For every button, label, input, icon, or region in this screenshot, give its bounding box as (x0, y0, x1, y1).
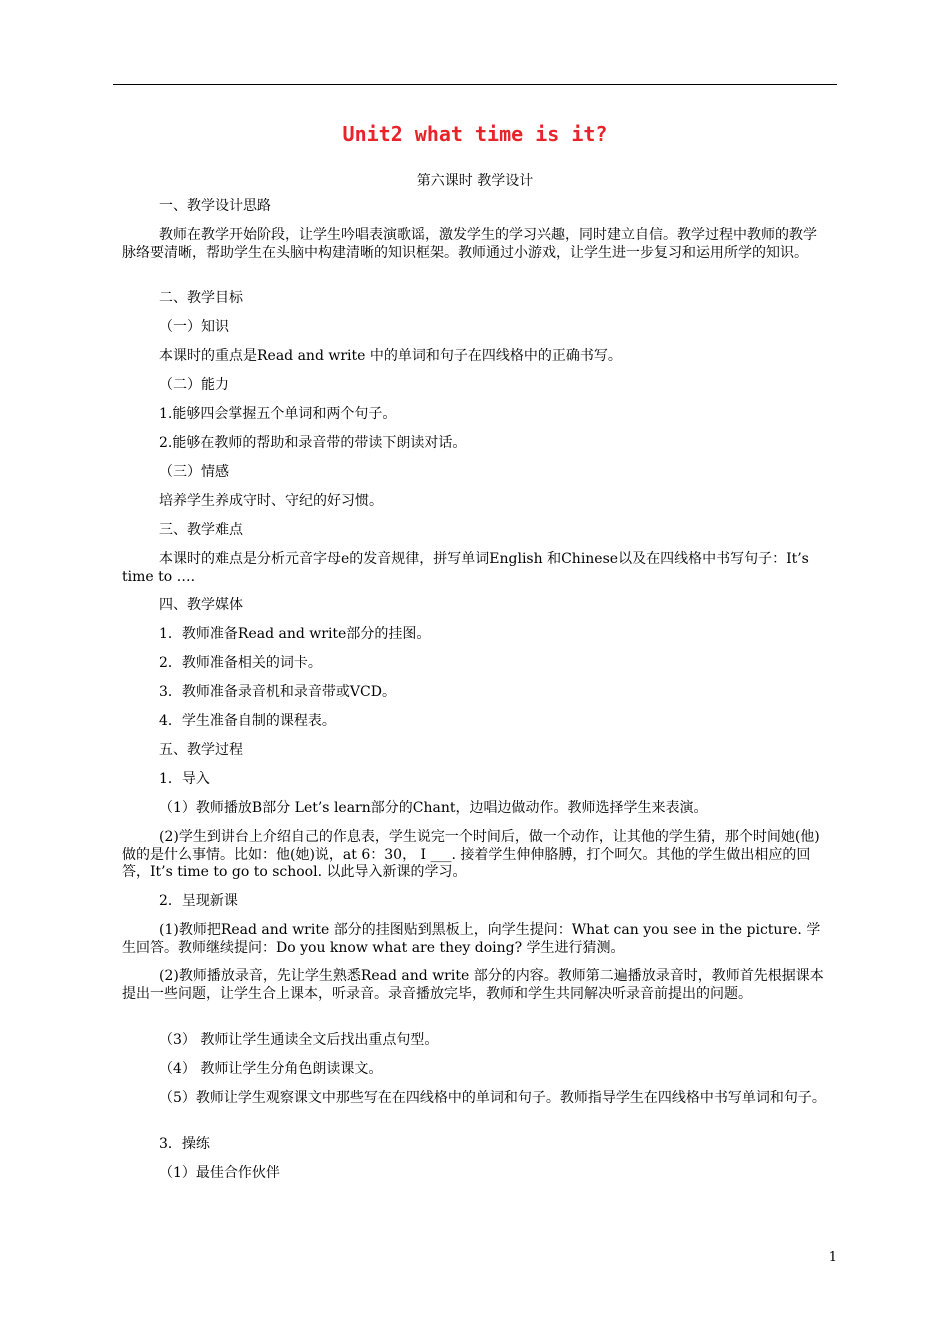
section-heading: 四、教学媒体 (159, 597, 243, 613)
paragraph: (1)教师把Read and write 部分的挂图贴到黑板上，向学生提问：What can you see in the picture. 学生回答。教师继续提问：Do you know what are they doing? 学生进行猜测。 (122, 922, 821, 956)
paragraph: 培养学生养成守时、守纪的好习惯。 (159, 493, 383, 509)
paragraph: （5）教师让学生观察课文中那些写在在四线格中的单词和句子。教师指导学生在四线格中书写单词和句子。 (159, 1090, 826, 1106)
list-item: 3．教师准备录音机和录音带或VCD。 (159, 684, 396, 700)
document-title: Unit2 what time is it? (342, 122, 608, 146)
document-subtitle: 第六课时 教学设计 (416, 173, 534, 189)
paragraph: (2)学生到讲台上介绍自己的作息表，学生说完一个时间后，做一个动作，让其他的学生猜，那个时间她(他)做的是什么事情。比如：他(她)说，at 6：30， I ___. 接着学生伸伸胳膊，打个呵欠。其他的学生做出相应的回答，It’s time to go to school. 以此导入新课的学习。 (122, 829, 820, 880)
paragraph: （1）最佳合作伙伴 (159, 1165, 280, 1181)
list-item: 1.能够四会掌握五个单词和两个句子。 (159, 406, 397, 422)
list-item: 2．教师准备相关的词卡。 (159, 655, 322, 671)
paragraph: （3） 教师让学生通读全文后找出重点句型。 (159, 1032, 439, 1048)
paragraph: （4） 教师让学生分角色朗读课文。 (159, 1061, 383, 1077)
page-number: 1 (828, 1250, 837, 1265)
step-heading: 2．呈现新课 (159, 893, 238, 909)
paragraph: 教师在教学开始阶段，让学生吟唱表演歌谣，激发学生的学习兴趣，同时建立自信。教学过程中教师的教学脉络要清晰，帮助学生在头脑中构建清晰的知识框架。教师通过小游戏，让学生进一步复习和运用所学的知识。 (122, 227, 817, 261)
section-heading: 二、教学目标 (159, 290, 243, 306)
list-item: 4．学生准备自制的课程表。 (159, 713, 336, 729)
step-heading: 3．操练 (159, 1136, 210, 1152)
subsection-heading: （二）能力 (159, 377, 229, 393)
paragraph: 本课时的重点是Read and write 中的单词和句子在四线格中的正确书写。 (159, 348, 622, 364)
paragraph: 本课时的难点是分析元音字母e的发音规律，拼写单词English 和Chinese以及在四线格中书写句子：It’s time to …. (122, 551, 809, 585)
subsection-heading: （三）情感 (159, 464, 229, 480)
list-item: 1．教师准备Read and write部分的挂图。 (159, 626, 431, 642)
step-heading: 1．导入 (159, 771, 210, 787)
section-heading: 五、教学过程 (159, 742, 243, 758)
section-heading: 一、教学设计思路 (159, 198, 271, 214)
header-rule (113, 84, 837, 85)
paragraph: (2)教师播放录音，先让学生熟悉Read and write 部分的内容。教师第二遍播放录音时，教师首先根据课本提出一些问题，让学生合上课本，听录音。录音播放完毕，教师和学生共同解决听录音前提出的问题。 (122, 968, 824, 1002)
list-item: 2.能够在教师的帮助和录音带的带读下朗读对话。 (159, 435, 467, 451)
subsection-heading: （一）知识 (159, 319, 229, 335)
section-heading: 三、教学难点 (159, 522, 243, 538)
paragraph: （1）教师播放B部分 Let’s learn部分的Chant，边唱边做动作。教师选择学生来表演。 (159, 800, 708, 816)
